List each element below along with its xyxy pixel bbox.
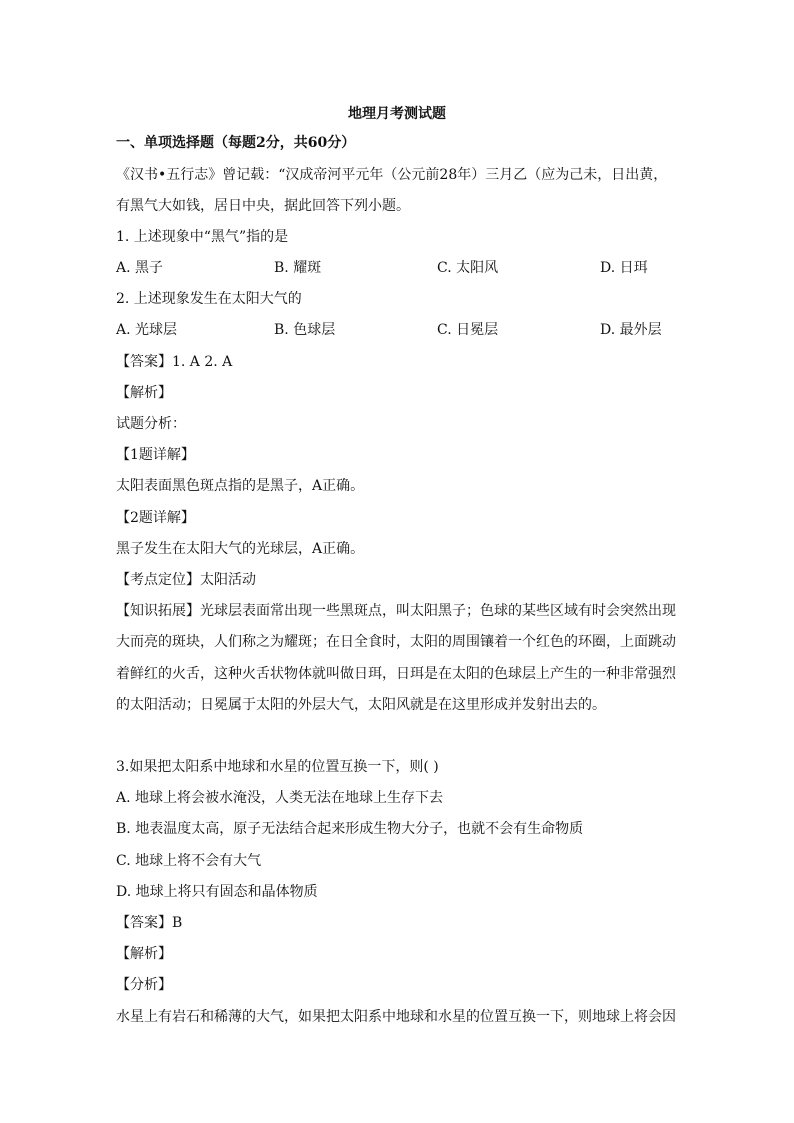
intro-text-line-1: 《汉书•五行志》曾记载：“汉成帝河平元年（公元前28年）三月乙（应为己未，日出黄， [116, 167, 668, 183]
question-3-stem: 3.如果把太阳系中地球和水星的位置互换一下，则( ) [116, 759, 439, 775]
fenxi-3-text: 水星上有岩石和稀薄的大气，如果把太阳系中地球和水星的位置互换一下，则地球上将会因 [116, 1009, 676, 1025]
section-heading: 一、单项选择题（每题2分，共60分） [116, 135, 356, 151]
answer-3: 【答案】B [116, 915, 183, 931]
knowledge-line-2: 大而亮的斑块，人们称之为耀斑；在日全食时，太阳的周围镶着一个红色的环圈，上面跳动 [116, 634, 676, 650]
analysis-heading: 【解析】 [116, 385, 172, 401]
knowledge-line-1: 【知识拓展】光球层表面常出现一些黑斑点，叫太阳黑子；色球的某些区域有时会突然出现 [116, 603, 676, 619]
analysis-3-heading: 【解析】 [116, 946, 172, 962]
question-1-option-b: B. 耀斑 [274, 260, 322, 276]
knowledge-line-3: 着鲜红的火舌，这种火舌状物体就叫做日珥，日珥是在太阳的色球层上产生的一种非常强烈 [116, 666, 676, 682]
question-3-option-b: B. 地表温度太高，原子无法结合起来形成生物大分子，也就不会有生命物质 [116, 821, 584, 837]
detail-2-heading: 【2题详解】 [116, 510, 195, 526]
question-1-option-c: C. 太阳风 [437, 260, 499, 276]
question-1-option-d: D. 日珥 [600, 260, 648, 276]
analysis-subheading: 试题分析： [116, 416, 186, 432]
question-2-option-a: A. 光球层 [116, 322, 178, 338]
question-2-option-c: C. 日冕层 [437, 322, 499, 338]
question-3-option-a: A. 地球上将会被水淹没，人类无法在地球上生存下去 [116, 790, 444, 806]
question-2-option-d: D. 最外层 [600, 322, 662, 338]
kaodian-line: 【考点定位】太阳活动 [116, 572, 256, 588]
intro-text-line-2: 有黑气大如钱，居日中央，据此回答下列小题。 [116, 198, 410, 214]
detail-1-text: 太阳表面黑色斑点指的是黑子，A正确。 [116, 478, 365, 494]
detail-1-heading: 【1题详解】 [116, 447, 195, 463]
question-2-stem: 2. 上述现象发生在太阳大气的 [116, 291, 302, 307]
question-2-option-b: B. 色球层 [274, 322, 336, 338]
knowledge-line-4: 的太阳活动；日冕属于太阳的外层大气，太阳风就是在这里形成并发射出去的。 [116, 697, 606, 713]
fenxi-3-heading: 【分析】 [116, 977, 172, 993]
question-3-option-d: D. 地球上将只有固态和晶体物质 [116, 884, 318, 900]
detail-2-text: 黑子发生在太阳大气的光球层，A正确。 [116, 541, 365, 557]
question-3-option-c: C. 地球上将不会有大气 [116, 853, 262, 869]
answer-1-2: 【答案】1. A 2. A [116, 354, 233, 370]
question-1-stem: 1. 上述现象中“黑气”指的是 [116, 229, 289, 245]
question-1-option-a: A. 黑子 [116, 260, 164, 276]
page-title: 地理月考测试题 [348, 106, 446, 122]
